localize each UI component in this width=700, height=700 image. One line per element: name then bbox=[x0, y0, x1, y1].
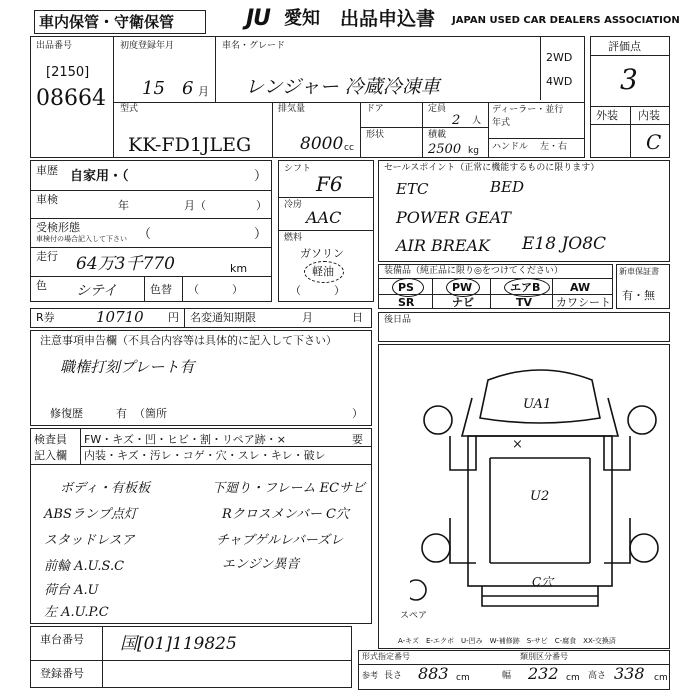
inspector-row-2: 内装・キズ・汚レ・コゲ・穴・スレ・キレ・破レ bbox=[84, 449, 326, 462]
capacity-value: 2 bbox=[452, 113, 461, 128]
tax-label: 名変通知期限 bbox=[190, 311, 256, 324]
inspector-label-2: 記入欄 bbox=[34, 449, 67, 462]
equipment-label: 装備品（純正品に限り◎をつけてください） bbox=[384, 266, 563, 276]
remark-3: スタッドレスア bbox=[44, 533, 135, 548]
history-value: 自家用・（ bbox=[70, 169, 129, 184]
recycle-label: R券 bbox=[36, 311, 55, 324]
load-value: 2500 bbox=[428, 142, 462, 157]
height-unit: cm bbox=[654, 673, 668, 683]
width-label: 幅 bbox=[502, 671, 512, 681]
mileage-label: 走行 bbox=[36, 250, 58, 263]
rear-items-block bbox=[378, 312, 670, 342]
diagram-mark-front: UA1 bbox=[523, 397, 552, 412]
diagram-mark-rear: C穴 bbox=[532, 575, 554, 589]
load-unit: kg bbox=[468, 146, 479, 156]
sales-point-airbreak: AIR BREAK bbox=[396, 236, 490, 255]
model-label: 型式 bbox=[120, 104, 139, 114]
sales-point-power: POWER GEAT bbox=[396, 208, 511, 227]
fuel-paren: （ ） bbox=[290, 284, 345, 297]
name-label: 車名・グレード bbox=[222, 41, 286, 51]
displacement-label: 排気量 bbox=[278, 104, 306, 114]
inspection-year: 年 bbox=[118, 199, 129, 212]
type-label: 形式指定番号 bbox=[362, 652, 410, 661]
inspector-row-1: FW・キズ・凹・ヒビ・割・リペア跡・× bbox=[84, 433, 286, 446]
reception-label: 受検形態 bbox=[36, 221, 80, 234]
rating-score: 3 bbox=[620, 63, 638, 96]
width-value: 232 bbox=[528, 664, 559, 683]
exterior-label: 外装 bbox=[596, 109, 618, 122]
notes-label: 注意事項申告欄（不具合内容等は具体的に記入して下さい） bbox=[40, 334, 337, 347]
mileage-value: 64万3千770 bbox=[76, 254, 175, 274]
org-name: 愛知 bbox=[284, 8, 320, 29]
equip-navi: ナビ bbox=[452, 296, 474, 309]
height-value: 338 bbox=[614, 664, 645, 683]
model-value: KK-FD1JLEG bbox=[128, 134, 252, 156]
fuel-label: 燃料 bbox=[284, 233, 303, 243]
remark-9: チャブゲルレバーズレ bbox=[216, 533, 344, 548]
tax-day: 日 bbox=[352, 311, 363, 324]
damage-legend: A-キズ E-エクボ U-凹み W-補修跡 S-サビ C-腐食 XX-交換済 bbox=[398, 637, 616, 645]
diagram-mark-mid: U2 bbox=[530, 489, 550, 504]
remark-6: 左 A.U.P.C bbox=[44, 605, 109, 620]
recycle-unit: 円 bbox=[168, 311, 179, 324]
interior-score: C bbox=[646, 130, 662, 154]
tax-month: 月 bbox=[302, 311, 313, 324]
shape-label: 形状 bbox=[366, 130, 385, 140]
spare-label: スペア bbox=[400, 611, 428, 621]
warranty-value: 有・無 bbox=[622, 289, 655, 302]
color-label: 色 bbox=[36, 279, 47, 292]
fuel-gasoline: ガソリン bbox=[300, 247, 344, 260]
repair-close: ） bbox=[352, 407, 363, 420]
doors-label: ドア bbox=[366, 104, 384, 114]
diagram-mark-x: × bbox=[512, 437, 523, 452]
reception-close: ） bbox=[254, 227, 268, 242]
registration-label: 初度登録年月 bbox=[120, 41, 175, 51]
plate-label: 登録番号 bbox=[40, 667, 84, 680]
history-label: 車歴 bbox=[36, 164, 58, 177]
form-title: 出品申込書 bbox=[340, 8, 436, 30]
chassis-label: 車台番号 bbox=[40, 633, 84, 646]
length-value: 883 bbox=[418, 664, 449, 683]
registration-month: 6 bbox=[182, 78, 194, 99]
fuel-diesel-circle bbox=[304, 261, 344, 283]
ac-label: 冷房 bbox=[284, 200, 303, 210]
shift-value: F6 bbox=[316, 172, 343, 196]
capacity-label: 定員 bbox=[428, 104, 447, 114]
equip-pw: PW bbox=[452, 281, 473, 294]
ac-value: AAC bbox=[306, 208, 342, 227]
color-change-paren: （ ） bbox=[188, 283, 243, 296]
equip-sr: SR bbox=[398, 296, 415, 309]
association-name: JAPAN USED CAR DEALERS ASSOCIATION bbox=[452, 15, 680, 26]
interior-label: 内装 bbox=[638, 109, 660, 122]
displacement-unit: cc bbox=[344, 143, 354, 153]
equip-aw: AW bbox=[570, 281, 591, 294]
equip-airbag: エアB bbox=[510, 281, 541, 294]
inspector-row-1-tail: 要 bbox=[352, 433, 363, 446]
width-unit: cm bbox=[566, 673, 580, 683]
warranty-label: 新車保証書 bbox=[619, 267, 659, 276]
inspector-label-1: 検査員 bbox=[34, 433, 67, 446]
storage-label-box bbox=[34, 10, 206, 34]
load-label: 積載 bbox=[428, 130, 447, 140]
repair-label: 修復歴 bbox=[50, 407, 83, 420]
sales-point-etc: ETC bbox=[396, 180, 429, 198]
year-label: 年式 bbox=[492, 118, 511, 128]
remark-1: ボディ・有板板 bbox=[60, 481, 150, 496]
length-label: 長さ bbox=[384, 671, 403, 681]
shift-label: シフト bbox=[284, 164, 312, 174]
handle-options: 左・右 bbox=[540, 142, 568, 152]
drive-2wd: 2WD bbox=[546, 51, 573, 64]
remark-7: 下廻り・フレーム ECサビ bbox=[212, 481, 366, 496]
sales-point-engine: E18 JO8C bbox=[522, 234, 607, 254]
height-label: 高さ bbox=[588, 671, 607, 681]
registration-year: 15 bbox=[142, 78, 165, 99]
equip-tv: TV bbox=[516, 296, 533, 309]
color-change-label: 色替 bbox=[150, 283, 172, 296]
fuel-diesel: 軽油 bbox=[312, 265, 334, 278]
rear-label: 後日品 bbox=[384, 315, 412, 325]
recycle-value: 10710 bbox=[96, 308, 144, 326]
registration-month-unit: 月 bbox=[198, 85, 209, 98]
remark-5: 荷台 A.U bbox=[44, 583, 99, 598]
handle-label: ハンドル bbox=[492, 142, 529, 152]
dealer-label: ディーラー・並行 bbox=[492, 105, 564, 115]
capacity-unit: 人 bbox=[472, 116, 482, 126]
vehicle-name: レンジャー 冷蔵冷凍車 bbox=[245, 76, 440, 98]
rating-label: 評価点 bbox=[608, 40, 641, 53]
sales-label: セールスポイント（正常に機能するものに限ります） bbox=[384, 163, 600, 173]
displacement-value: 8000 bbox=[300, 134, 344, 154]
lot-number: 08664 bbox=[36, 86, 106, 111]
mileage-unit: km bbox=[230, 262, 248, 275]
length-unit: cm bbox=[456, 673, 470, 683]
inspection-close: ） bbox=[256, 199, 267, 212]
remark-4: 前輪 A.U.S.C bbox=[44, 559, 125, 574]
chassis-value: 国[01]119825 bbox=[120, 634, 237, 654]
lot-label: 出品番号 bbox=[36, 41, 73, 51]
remark-2: ABSランプ点灯 bbox=[44, 507, 137, 522]
notes-text: 職権打刻プレート有 bbox=[60, 358, 195, 376]
inspection-label: 車検 bbox=[36, 193, 58, 206]
ref-label: 参考 bbox=[362, 671, 378, 680]
ju-logo: JU bbox=[246, 6, 271, 31]
reception-note: 車検付の場合記入して下さい bbox=[36, 235, 127, 243]
color-value: シテイ bbox=[76, 283, 118, 299]
equip-seat: カワシート bbox=[556, 296, 611, 309]
storage-label: 車内保管・守衛保管 bbox=[39, 13, 175, 31]
equip-ps: PS bbox=[398, 281, 414, 294]
history-close: ） bbox=[254, 169, 268, 184]
lot-sub: [2150] bbox=[46, 65, 90, 80]
remark-8: Rクロスメンバー C穴 bbox=[222, 507, 349, 522]
drive-4wd: 4WD bbox=[546, 75, 573, 88]
repair-value: 有 bbox=[116, 407, 127, 420]
reception-open: （ bbox=[138, 227, 152, 242]
category-label: 類別区分番号 bbox=[520, 652, 568, 661]
remark-10: エンジン異音 bbox=[222, 557, 300, 572]
sales-point-bed: BED bbox=[490, 178, 524, 196]
repair-place: （箇所 bbox=[134, 407, 167, 420]
inspection-month: 月（ bbox=[184, 199, 206, 212]
